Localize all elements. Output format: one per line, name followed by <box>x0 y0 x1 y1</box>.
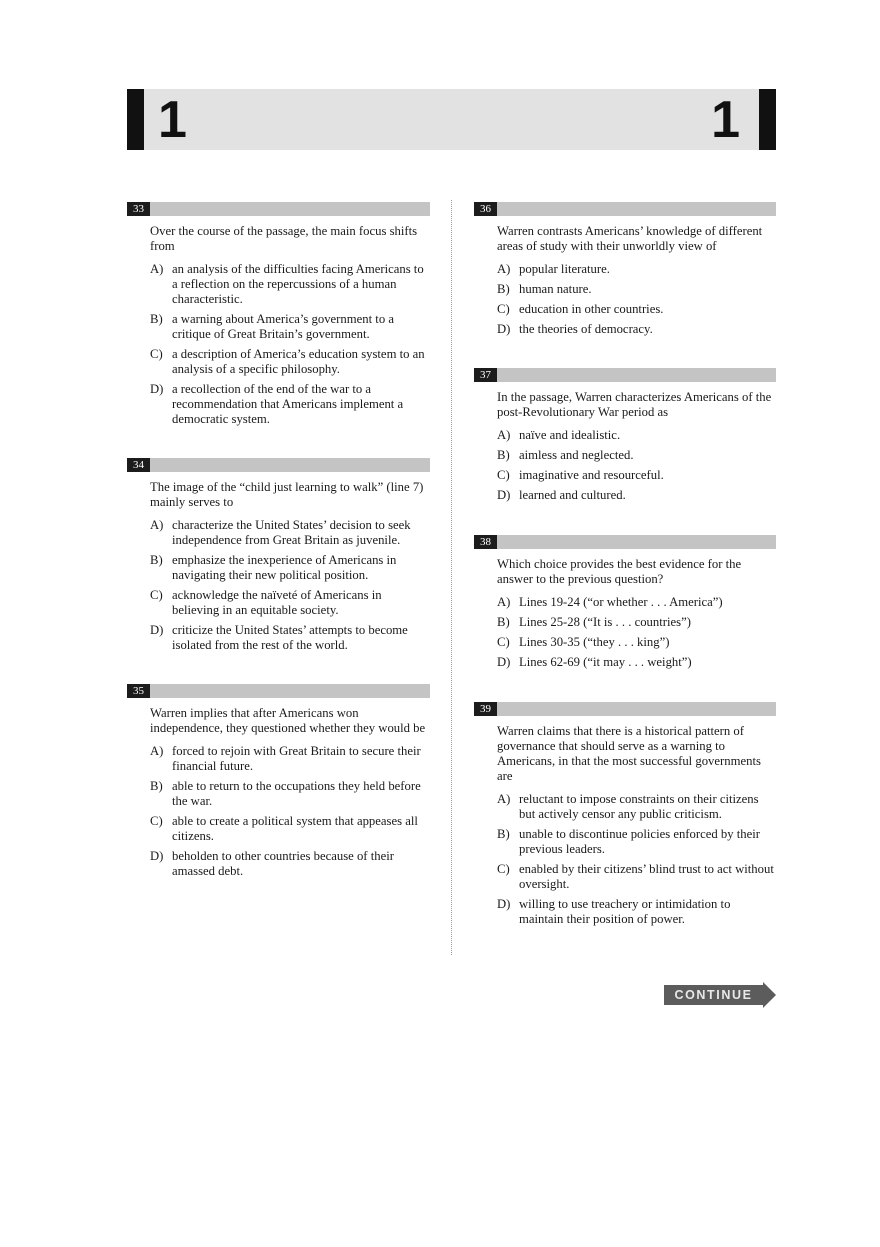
choice-letter: B) <box>497 448 510 462</box>
answer-choice-b[interactable] <box>497 827 776 857</box>
choice-text: Lines 30-35 (“they . . . king”) <box>519 635 670 649</box>
answer-choice-c[interactable] <box>150 347 430 377</box>
choice-text: able to return to the occupations they held before the war. <box>172 779 421 808</box>
choice-letter: D) <box>497 488 511 502</box>
answer-choice-c[interactable] <box>497 302 776 317</box>
choice-text: criticize the United States’ attempts to become isolated from the rest of the world. <box>172 623 408 652</box>
question-39 <box>474 702 776 932</box>
answer-choice-c[interactable] <box>150 814 430 844</box>
choice-letter: A) <box>497 595 511 609</box>
question-number: 39 <box>474 702 497 716</box>
choice-letter: C) <box>497 302 510 316</box>
answer-choice-b[interactable] <box>497 282 776 297</box>
answer-choice-d[interactable] <box>497 897 776 927</box>
choice-letter: A) <box>497 262 511 276</box>
answer-choice-a[interactable] <box>150 262 430 307</box>
choice-text: emphasize the inexperience of Americans in navigating their new political position. <box>172 553 397 582</box>
answer-choice-a[interactable] <box>497 262 776 277</box>
question-stem: Which choice provides the best evidence for the answer to the previous question? <box>497 557 742 586</box>
header-bar-left <box>127 89 144 150</box>
question-header <box>474 702 776 716</box>
choice-letter: C) <box>150 347 163 361</box>
choice-letter: A) <box>497 792 511 806</box>
choice-text: a warning about America’s government to a critique of Great Britain’s government. <box>172 312 394 341</box>
choice-text: popular literature. <box>519 262 610 276</box>
answer-choice-c[interactable] <box>150 588 430 618</box>
question-34 <box>127 458 430 658</box>
section-number-right: 1 <box>711 91 740 149</box>
section-header-banner <box>127 89 776 150</box>
choice-text: acknowledge the naïveté of Americans in believing in an equitable society. <box>172 588 382 617</box>
question-38 <box>474 535 776 675</box>
choice-letter: B) <box>497 282 510 296</box>
answer-choice-a[interactable] <box>497 595 776 610</box>
question-header <box>127 458 430 472</box>
choice-text: willing to use treachery or intimidation to maintain their position of power. <box>519 897 731 926</box>
choice-letter: B) <box>497 615 510 629</box>
choice-text: forced to rejoin with Great Britain to secure their financial future. <box>172 744 421 773</box>
answer-choice-c[interactable] <box>497 635 776 650</box>
question-stem: Warren contrasts Americans’ knowledge of different areas of study with their unworldly view of <box>497 224 763 253</box>
answer-choice-d[interactable] <box>497 488 776 503</box>
answer-choice-b[interactable] <box>150 553 430 583</box>
answer-choice-d[interactable] <box>150 623 430 653</box>
question-stem: Warren implies that after Americans won independence, they questioned whether they would be <box>150 706 426 735</box>
choice-text: education in other countries. <box>519 302 664 316</box>
question-header <box>474 368 776 382</box>
choice-letter: A) <box>497 428 511 442</box>
question-33 <box>127 202 430 432</box>
question-number: 38 <box>474 535 497 549</box>
question-35 <box>127 684 430 884</box>
answer-choice-c[interactable] <box>497 468 776 483</box>
choice-letter: A) <box>150 262 164 276</box>
answer-choice-c[interactable] <box>497 862 776 892</box>
answer-choice-a[interactable] <box>150 518 430 548</box>
answer-choice-b[interactable] <box>497 448 776 463</box>
choice-text: learned and cultured. <box>519 488 626 502</box>
question-number: 37 <box>474 368 497 382</box>
answer-choice-d[interactable] <box>497 322 776 337</box>
choice-text: reluctant to impose constraints on their citizens but actively censor any public criticism. <box>519 792 759 821</box>
continue-button[interactable] <box>664 982 776 1008</box>
choice-letter: B) <box>150 553 163 567</box>
choice-text: Lines 25-28 (“It is . . . countries”) <box>519 615 691 629</box>
choice-letter: A) <box>150 744 164 758</box>
answer-choice-b[interactable] <box>150 312 430 342</box>
choice-letter: D) <box>497 322 511 336</box>
choice-text: an analysis of the difficulties facing Americans to a reflection on the repercussions of a human characteristic. <box>172 262 424 306</box>
question-36 <box>474 202 776 342</box>
choice-text: Lines 62-69 (“it may . . . weight”) <box>519 655 692 669</box>
question-stem: Over the course of the passage, the main focus shifts from <box>150 224 418 253</box>
choice-letter: D) <box>497 897 511 911</box>
answer-choice-a[interactable] <box>497 428 776 443</box>
question-header <box>474 535 776 549</box>
question-stem: Warren claims that there is a historical pattern of governance that should serve as a warning to Americans, in that the most successful governments are <box>497 724 761 783</box>
arrow-right-icon <box>763 982 776 1008</box>
question-header <box>474 202 776 216</box>
choice-text: naïve and idealistic. <box>519 428 621 442</box>
continue-label: CONTINUE <box>664 985 763 1005</box>
choice-text: beholden to other countries because of their amassed debt. <box>172 849 394 878</box>
choice-text: a recollection of the end of the war to a recommendation that Americans implement a democratic system. <box>172 382 404 426</box>
choice-text: Lines 19-24 (“or whether . . . America”) <box>519 595 723 609</box>
question-stem: In the passage, Warren characterizes Americans of the post-Revolutionary War period as <box>497 390 772 419</box>
answer-choice-b[interactable] <box>150 779 430 809</box>
question-header <box>127 202 430 216</box>
question-number: 36 <box>474 202 497 216</box>
choice-text: characterize the United States’ decision to seek independence from Great Britain as juvenile. <box>172 518 411 547</box>
choice-text: enabled by their citizens’ blind trust to act without oversight. <box>519 862 774 891</box>
answer-choice-a[interactable] <box>497 792 776 822</box>
answer-choice-b[interactable] <box>497 615 776 630</box>
choice-letter: B) <box>497 827 510 841</box>
choice-text: unable to discontinue policies enforced by their previous leaders. <box>519 827 760 856</box>
answer-choice-d[interactable] <box>150 382 430 427</box>
choice-letter: B) <box>150 779 163 793</box>
choice-text: the theories of democracy. <box>519 322 653 336</box>
choice-letter: C) <box>150 588 163 602</box>
answer-choice-d[interactable] <box>150 849 430 879</box>
choice-text: human nature. <box>519 282 592 296</box>
question-header <box>127 684 430 698</box>
choice-text: imaginative and resourceful. <box>519 468 664 482</box>
choice-letter: D) <box>150 849 164 863</box>
choice-letter: C) <box>497 468 510 482</box>
question-number: 35 <box>127 684 150 698</box>
choice-letter: D) <box>150 623 164 637</box>
choice-letter: C) <box>497 862 510 876</box>
answer-choice-d[interactable] <box>497 655 776 670</box>
choice-letter: A) <box>150 518 164 532</box>
section-number-left: 1 <box>158 91 187 149</box>
choice-text: a description of America’s education system to an analysis of a specific philosophy. <box>172 347 425 376</box>
choice-letter: B) <box>150 312 163 326</box>
choice-text: aimless and neglected. <box>519 448 634 462</box>
choice-letter: C) <box>497 635 510 649</box>
choice-letter: C) <box>150 814 163 828</box>
choice-letter: D) <box>150 382 164 396</box>
question-number: 34 <box>127 458 150 472</box>
header-bar-right <box>759 89 776 150</box>
answer-choice-a[interactable] <box>150 744 430 774</box>
column-divider <box>451 200 452 955</box>
choice-letter: D) <box>497 655 511 669</box>
choice-text: able to create a political system that appeases all citizens. <box>172 814 418 843</box>
question-number: 33 <box>127 202 150 216</box>
question-stem: The image of the “child just learning to walk” (line 7) mainly serves to <box>150 480 424 509</box>
question-37 <box>474 368 776 508</box>
